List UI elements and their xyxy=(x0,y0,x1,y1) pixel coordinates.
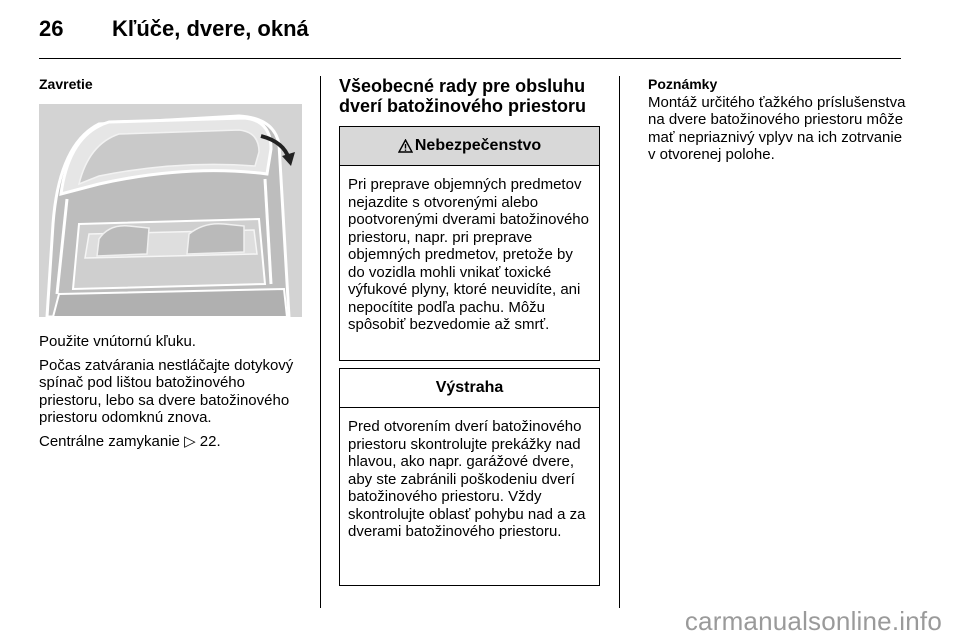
section-heading-line: dverí batožinového priestoru xyxy=(339,96,587,116)
paragraph: Centrálne zamykanie ▷ 22. xyxy=(39,432,221,450)
danger-title: Nebezpečenstvo xyxy=(414,137,542,154)
column-middle xyxy=(339,76,601,116)
paragraph: Použite vnútornú kľuku. xyxy=(39,333,196,350)
column-right xyxy=(648,76,908,164)
column-left xyxy=(39,76,304,94)
paragraph: Počas zatvárania nestláčajte dotykový spínač pod lištou batožinového priestoru, lebo sa dvere batožinového priestoru odomknú znova. xyxy=(39,356,294,426)
chapter-title: Kľúče, dvere, okná xyxy=(112,16,309,41)
danger-text: Pri preprave objemných predmetov nejazdite s otvorenými alebo pootvorenými dverami batožinového priestoru, napr. pri preprave objemných predmetov, pretože by do vozidla mohli vnikať toxické výfukové plyny, ktoré neuvidíte, ani nepocítite podľa pachu. Môžu spôsobiť bezvedomie až smrť. xyxy=(348,176,589,333)
section-heading-line: Všeobecné rady pre obsluhu xyxy=(339,76,586,96)
left-body-text xyxy=(39,333,304,456)
warning-box-header xyxy=(340,369,599,408)
note-text: Montáž určitého ťažkého príslušenstva na dvere batožinového priestoru môže mať nepriaznivý vplyv na ich zotrvanie v otvorenej polohe. xyxy=(648,93,906,163)
page-header xyxy=(0,0,960,58)
warning-title: Výstraha xyxy=(435,379,504,396)
watermark: carmanualsonline.info xyxy=(684,606,942,636)
tailgate-illustration xyxy=(39,104,302,317)
danger-box-header xyxy=(340,127,599,166)
warning-text: Pred otvorením dverí batožinového priestoru skontrolujte prekážky nad hlavou, ako napr. garážové dvere, aby ste zabránili poškodeniu dverí batožinového priestoru. Vždy skontrolujte oblasť pohybu nad a za dverami batožinového priestoru. xyxy=(348,418,586,540)
tailgate-image xyxy=(39,104,302,317)
warning-box xyxy=(339,368,600,586)
warning-triangle-icon xyxy=(398,139,413,153)
page-number: 26 xyxy=(39,16,64,41)
note-title: Poznámky xyxy=(648,76,718,92)
section-subheading: Zavretie xyxy=(39,76,93,92)
header-divider xyxy=(39,58,901,59)
column-divider xyxy=(619,76,620,608)
column-divider xyxy=(320,76,321,608)
danger-box xyxy=(339,126,600,361)
